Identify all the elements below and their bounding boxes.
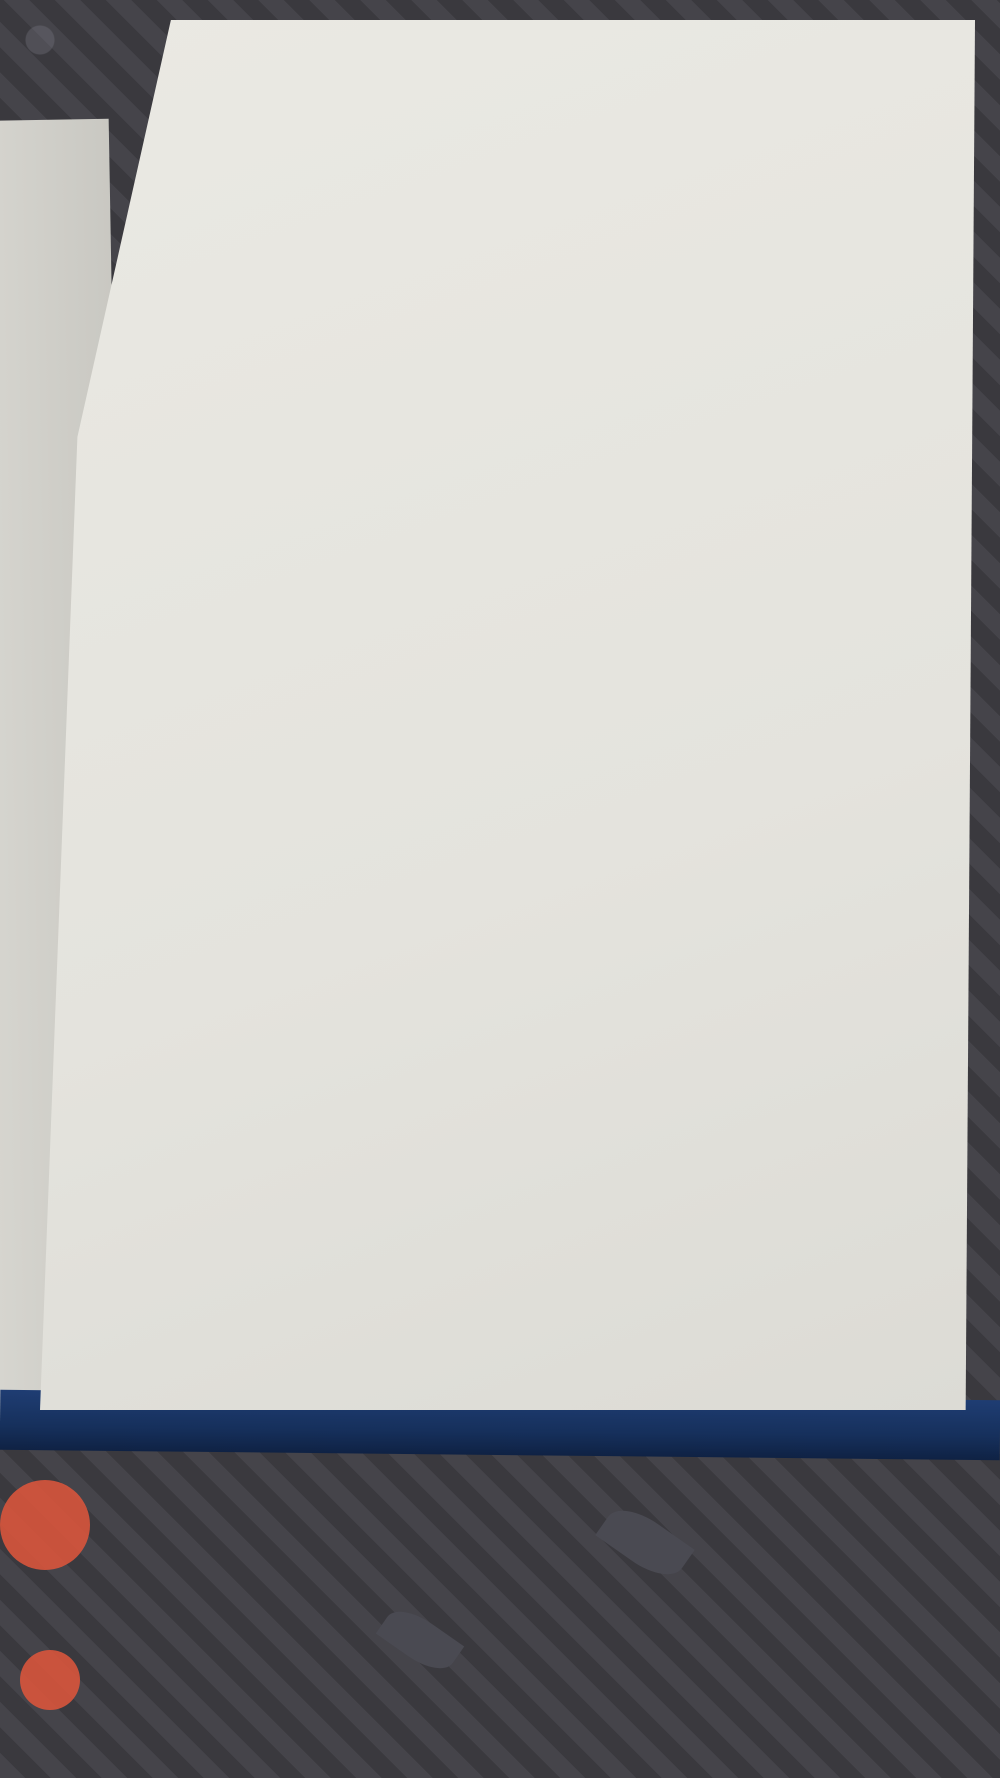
flower-decoration [0, 1480, 90, 1570]
book-page [40, 20, 975, 1410]
flower-decoration [20, 1650, 80, 1710]
